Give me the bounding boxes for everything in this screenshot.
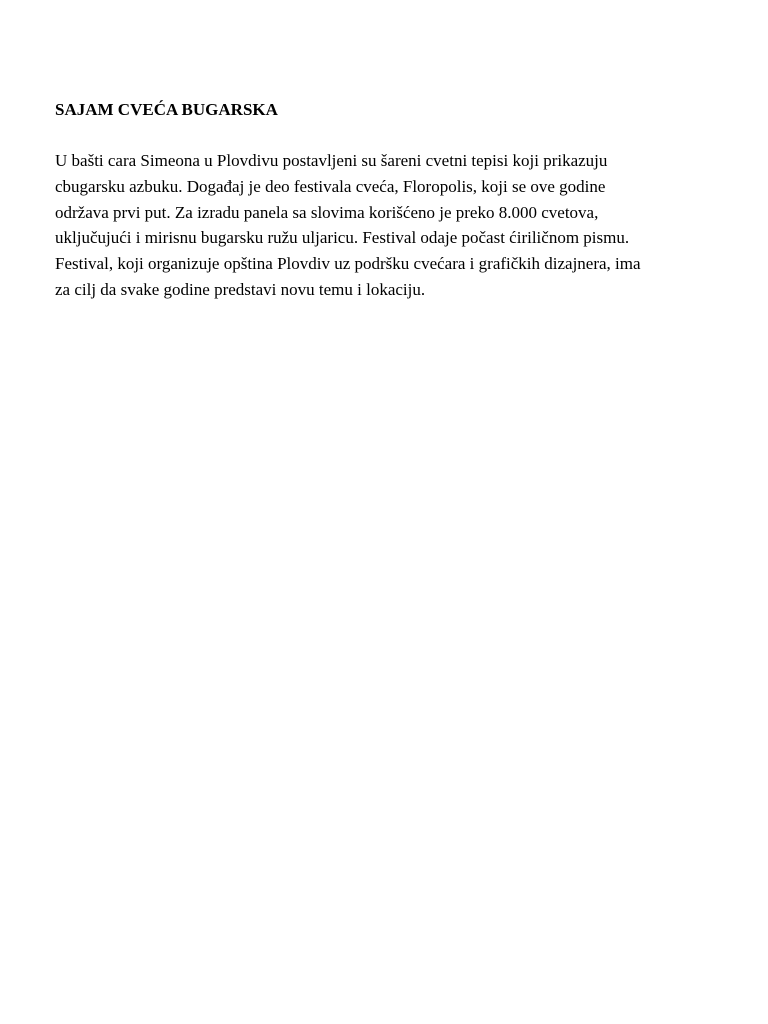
document-content — [55, 99, 695, 303]
paragraph-line: Festival, koji organizuje opština Plovdiv uz podršku cvećara i grafičkih dizajnera, ima — [55, 254, 641, 274]
paragraph-line: za cilj da svake godine predstavi novu temu i lokaciju. — [55, 279, 426, 299]
paragraph-line: održava prvi put. Za izradu panela sa slovima korišćeno je preko 8.000 cvetova, — [55, 202, 599, 222]
document-paragraph — [55, 148, 695, 303]
paragraph-line: uključujući i mirisnu bugarsku ružu uljaricu. Festival odaje počast ćiriličnom pismu. — [55, 228, 630, 248]
document-title: SAJAM CVEĆA BUGARSKA — [55, 100, 278, 119]
paragraph-line: U bašti cara Simeona u Plovdivu postavljeni su šareni cvetni tepisi koji prikazuju — [55, 151, 608, 170]
paragraph-line: cbugarsku azbuku. Događaj je deo festivala cveća, Floropolis, koji se ove godine — [55, 176, 606, 196]
